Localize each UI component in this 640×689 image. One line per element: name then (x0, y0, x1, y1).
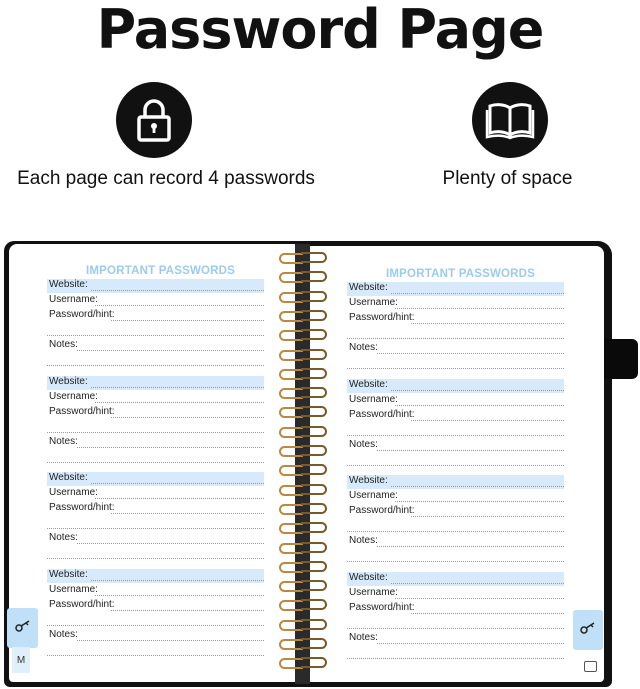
website-line[interactable] (91, 290, 264, 291)
page-title: Password Page (96, 0, 544, 61)
spiral-ring (279, 503, 327, 512)
password-entry (347, 572, 564, 662)
feature-text-space: Plenty of space (442, 168, 573, 189)
right-page-heading: IMPORTANT PASSWORDS (386, 268, 536, 280)
website-line[interactable] (91, 483, 264, 484)
password-hint-line[interactable] (111, 320, 264, 321)
username-line[interactable] (395, 598, 564, 599)
blank-line[interactable] (47, 462, 264, 463)
password-hint-line[interactable] (411, 613, 564, 614)
spiral-ring (279, 329, 327, 338)
password-entry (47, 472, 264, 562)
spiral-ring (279, 638, 327, 647)
blank-line[interactable] (47, 432, 264, 433)
password-hint-line[interactable] (111, 513, 264, 514)
username-line[interactable] (95, 402, 264, 403)
spiral-ring (279, 368, 327, 377)
alphabet-tab[interactable]: M (12, 647, 30, 673)
spiral-ring (279, 657, 327, 666)
notes-label: Notes: (349, 438, 378, 450)
website-line[interactable] (391, 390, 564, 391)
password-hint-line[interactable] (411, 516, 564, 517)
key-icon (15, 619, 31, 638)
website-label: Website: (49, 472, 88, 483)
spiral-ring (279, 580, 327, 589)
password-entry (47, 569, 264, 659)
website-label: Website: (49, 375, 88, 387)
blank-line[interactable] (47, 558, 264, 559)
notes-line[interactable] (377, 546, 564, 547)
blank-line[interactable] (47, 625, 264, 626)
blank-line[interactable] (347, 368, 564, 369)
blank-line[interactable] (347, 561, 564, 562)
website-label: Website: (349, 378, 388, 390)
password-hint-line[interactable] (411, 420, 564, 421)
spiral-ring (279, 349, 327, 358)
spiral-ring (279, 310, 327, 319)
key-icon (580, 621, 596, 640)
spiral-ring (279, 561, 327, 570)
spiral-ring (279, 542, 327, 551)
right-key-tab[interactable] (573, 610, 603, 650)
password-entry (347, 379, 564, 469)
spiral-ring (279, 522, 327, 531)
list-icon (584, 661, 597, 672)
username-label: Username: (349, 586, 398, 598)
password-hint-label: Password/hint: (349, 601, 415, 613)
spiral-ring (279, 387, 327, 396)
notes-label: Notes: (49, 435, 78, 447)
spiral-ring (279, 445, 327, 454)
password-hint-line[interactable] (411, 323, 564, 324)
password-hint-line[interactable] (111, 417, 264, 418)
password-hint-label: Password/hint: (349, 505, 415, 516)
password-entry (47, 279, 264, 369)
blank-line[interactable] (347, 338, 564, 339)
website-label: Website: (49, 568, 88, 580)
blank-line[interactable] (347, 628, 564, 629)
feature-text-passwords: Each page can record 4 passwords (17, 168, 315, 189)
password-hint-label: Password/hint: (49, 405, 115, 417)
username-label: Username: (349, 297, 398, 308)
username-line[interactable] (95, 595, 264, 596)
password-entry (47, 376, 264, 466)
notes-label: Notes: (49, 628, 78, 640)
spiral-ring (279, 619, 327, 628)
notes-label: Notes: (49, 339, 78, 350)
notes-label: Notes: (49, 532, 78, 543)
password-hint-label: Password/hint: (49, 598, 115, 610)
password-entry (347, 475, 564, 565)
spiral-ring (279, 426, 327, 435)
username-label: Username: (49, 390, 98, 402)
notes-label: Notes: (349, 631, 378, 643)
notes-label: Notes: (349, 342, 378, 353)
notes-label: Notes: (349, 535, 378, 546)
username-label: Username: (49, 294, 98, 305)
blank-line[interactable] (47, 655, 264, 656)
blank-line[interactable] (347, 658, 564, 659)
password-hint-line[interactable] (111, 610, 264, 611)
password-hint-label: Password/hint: (349, 312, 415, 323)
notes-line[interactable] (77, 350, 264, 351)
password-hint-label: Password/hint: (49, 309, 115, 320)
website-label: Website: (349, 475, 388, 486)
username-line[interactable] (95, 498, 264, 499)
blank-line[interactable] (347, 465, 564, 466)
website-label: Website: (349, 571, 388, 583)
left-key-tab[interactable] (7, 608, 38, 648)
password-hint-label: Password/hint: (49, 502, 115, 513)
spiral-ring (279, 464, 327, 473)
open-book-icon (472, 82, 548, 158)
notes-line[interactable] (377, 450, 564, 451)
spiral-ring (279, 252, 327, 261)
notes-line[interactable] (77, 447, 264, 448)
website-label: Website: (349, 282, 388, 293)
username-line[interactable] (395, 501, 564, 502)
notes-line[interactable] (377, 353, 564, 354)
username-label: Username: (49, 487, 98, 498)
website-line[interactable] (91, 387, 264, 388)
notes-line[interactable] (77, 640, 264, 641)
username-line[interactable] (395, 308, 564, 309)
website-line[interactable] (91, 580, 264, 581)
blank-line[interactable] (347, 435, 564, 436)
spiral-ring (279, 291, 327, 300)
elastic-strap (603, 339, 638, 379)
blank-line[interactable] (47, 335, 264, 336)
username-line[interactable] (95, 305, 264, 306)
website-line[interactable] (391, 293, 564, 294)
website-line[interactable] (391, 486, 564, 487)
blank-line[interactable] (347, 531, 564, 532)
notes-line[interactable] (77, 543, 264, 544)
spiral-ring (279, 484, 327, 493)
left-page-heading: IMPORTANT PASSWORDS (86, 265, 236, 277)
username-label: Username: (49, 583, 98, 595)
blank-line[interactable] (47, 365, 264, 366)
username-label: Username: (349, 490, 398, 501)
website-line[interactable] (391, 583, 564, 584)
password-entry (347, 282, 564, 372)
username-label: Username: (349, 393, 398, 405)
notes-line[interactable] (377, 643, 564, 644)
blank-line[interactable] (47, 528, 264, 529)
website-label: Website: (49, 279, 88, 290)
spiral-ring (279, 271, 327, 280)
username-line[interactable] (395, 405, 564, 406)
spiral-ring (279, 599, 327, 608)
spiral-ring (279, 406, 327, 415)
password-hint-label: Password/hint: (349, 408, 415, 420)
lock-icon (116, 82, 192, 158)
